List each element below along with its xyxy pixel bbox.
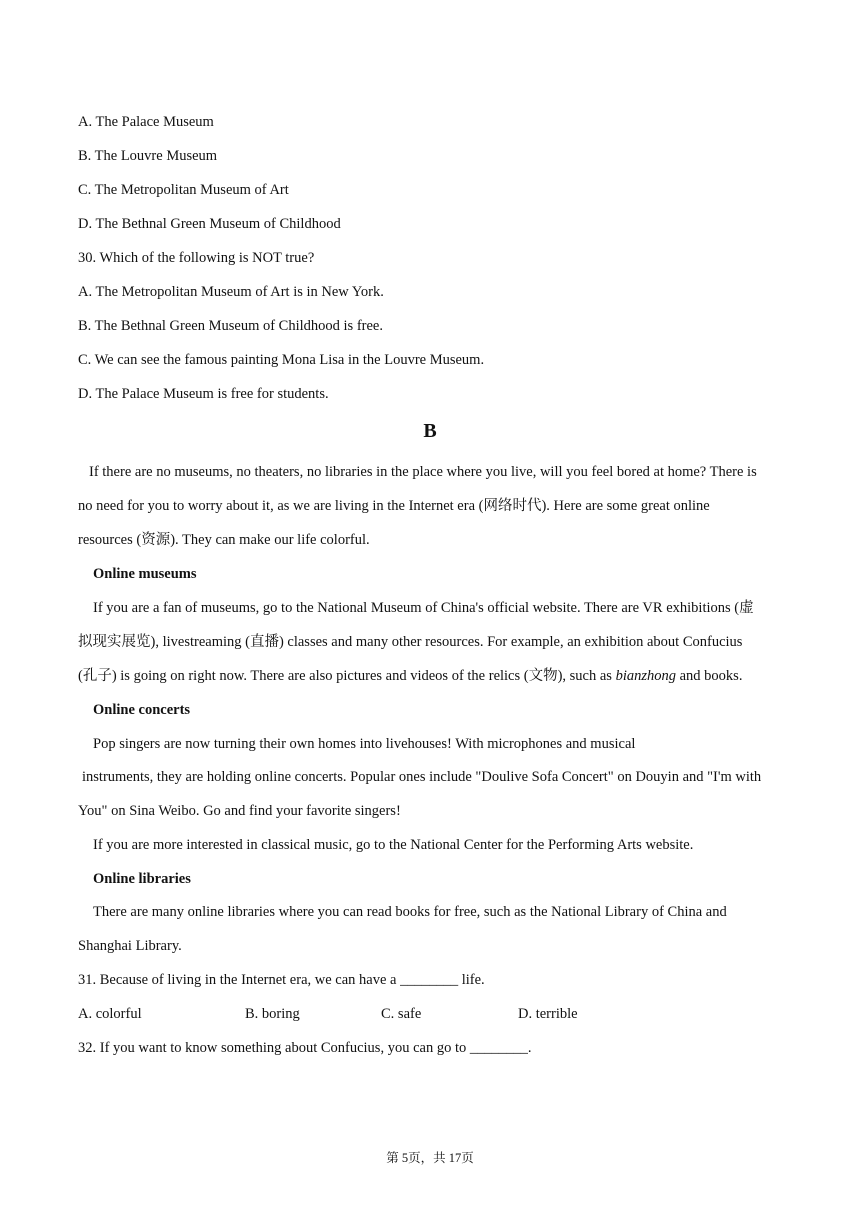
libraries-line-1: There are many online libraries where you can read books for free, such as the National Library of China and (93, 904, 727, 920)
q30-option-d: D. The Palace Museum is free for students. (78, 386, 329, 402)
q32-question: 32. If you want to know something about Confucius, you can go to ________. (78, 1040, 532, 1056)
museums-line-3-a: (孔子) is going on right now. There are also pictures and videos of the relics (文物), such as (78, 668, 616, 684)
online-concerts-title: Online concerts (93, 702, 191, 718)
concerts-line-2: instruments, they are holding online concerts. Popular ones include "Doulive Sofa Concert" on Douyin and "I'm with (82, 769, 762, 785)
concerts-line-1: Pop singers are now turning their own homes into livehouses! With microphones and musical (93, 736, 636, 752)
q31-option-d: D. terrible (518, 1006, 578, 1022)
museums-line-3-b: and books. (676, 668, 743, 684)
q31-question: 31. Because of living in the Internet era, we can have a ________ life. (78, 972, 485, 988)
q29-option-a: A. The Palace Museum (78, 114, 214, 130)
museums-line-2: 拟现实展览), livestreaming (直播) classes and many other resources. For example, an exhibition about Confucius (78, 634, 743, 650)
museums-line-1: If you are a fan of museums, go to the National Museum of China's official website. There are VR exhibitions (虚 (93, 600, 754, 616)
libraries-line-2: Shanghai Library. (78, 938, 182, 954)
page-footer: 第 5页，共 17页 (386, 1151, 474, 1165)
bianzhong-term: bianzhong (615, 668, 676, 684)
online-museums-title: Online museums (93, 566, 197, 582)
q30-option-c: C. We can see the famous painting Mona Lisa in the Louvre Museum. (78, 352, 485, 368)
q29-option-d: D. The Bethnal Green Museum of Childhood (78, 216, 341, 232)
q30-option-a: A. The Metropolitan Museum of Art is in New York. (78, 284, 384, 300)
intro-line-3: resources (资源). They can make our life colorful. (78, 532, 370, 548)
intro-line-2: no need for you to worry about it, as we are living in the Internet era (网络时代). Here are some great online (78, 498, 710, 514)
q31-option-c: C. safe (381, 1006, 422, 1022)
q31-option-b: B. boring (245, 1006, 300, 1022)
q29-option-c: C. The Metropolitan Museum of Art (78, 182, 289, 198)
q31-option-a: A. colorful (78, 1006, 142, 1022)
museums-line-3 (78, 666, 742, 686)
q30-question: 30. Which of the following is NOT true? (78, 250, 315, 266)
intro-line-1: If there are no museums, no theaters, no libraries in the place where you live, will you feel bored at home? There is (89, 464, 757, 480)
concerts-line-3: You" on Sina Weibo. Go and find your favorite singers! (78, 803, 401, 819)
online-libraries-title: Online libraries (93, 871, 191, 887)
section-b-heading: B (423, 420, 437, 442)
q30-option-b: B. The Bethnal Green Museum of Childhood is free. (78, 318, 383, 334)
concerts-line-4: If you are more interested in classical music, go to the National Center for the Performing Arts website. (93, 837, 694, 853)
q29-option-b: B. The Louvre Museum (78, 148, 218, 164)
